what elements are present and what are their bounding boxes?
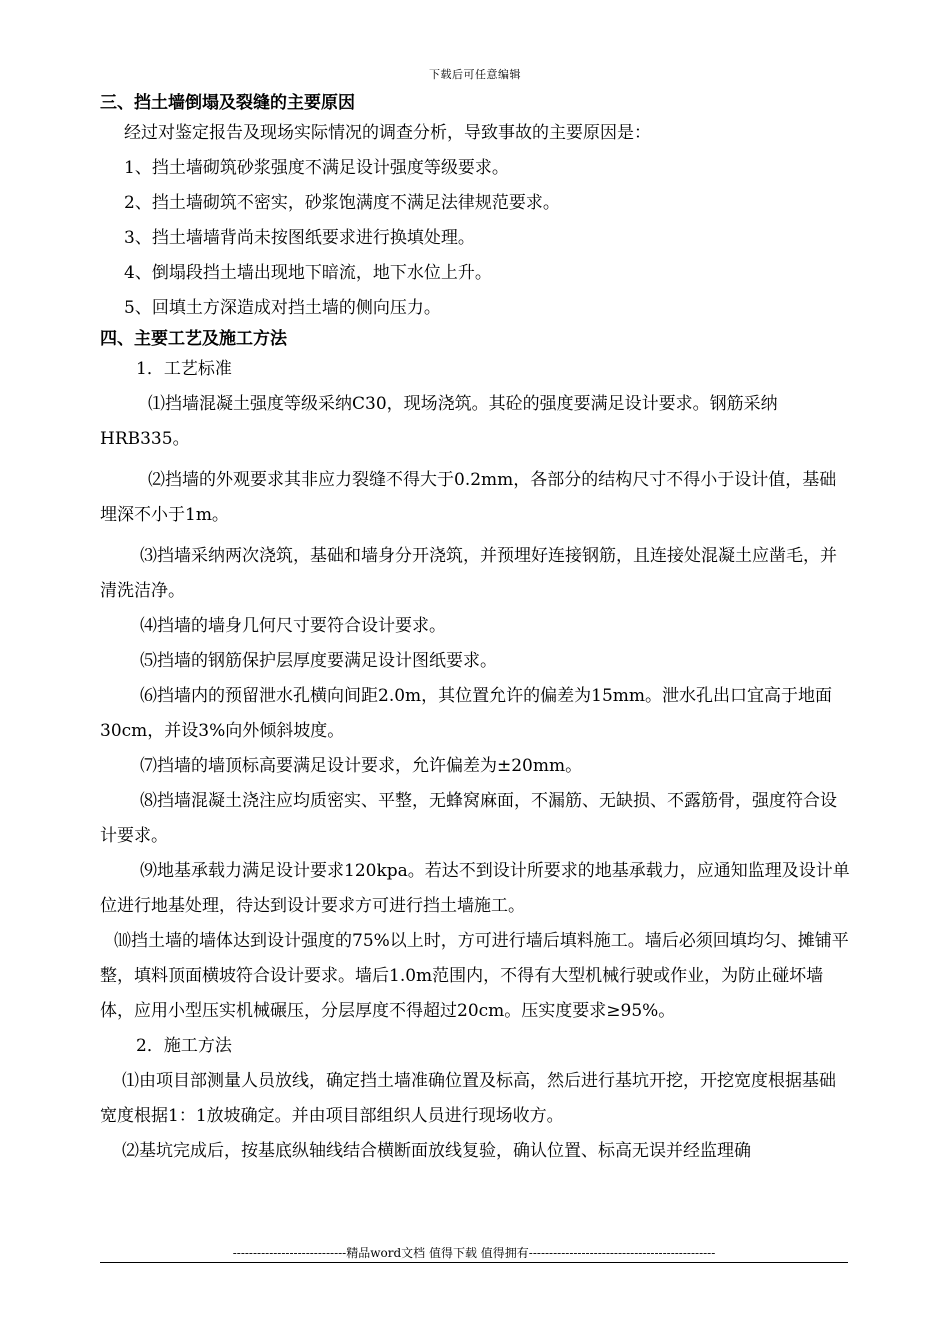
footer-rule: [100, 1262, 848, 1263]
standard-item: ⑹挡墙内的预留泄水孔横向间距2.0m，其位置允许的偏差为15mm。泄水孔出口宜高于地面30cm，并设3%向外倾斜坡度。: [100, 686, 833, 741]
section3-intro: 经过对鉴定报告及现场实际情况的调查分析，导致事故的主要原因是：: [124, 123, 651, 143]
standard-item: ⑸挡墙的钢筋保护层厚度要满足设计图纸要求。: [140, 651, 497, 671]
standard-item: ⑴挡墙混凝土强度等级采纳C30，现场浇筑。其砼的强度要满足设计要求。钢筋采纳HRB335。: [100, 394, 778, 449]
standard-item: ⑽挡土墙的墙体达到设计强度的75%以上时，方可进行墙后填料施工。墙后必须回填均匀、摊铺平整，填料顶面横坡符合设计要求。墙后1.0m范围内，不得有大型机械行驶或作业，为防止碰坏墙体，应用小型压实机械碾压，分层厚度不得超过20cm。压实度要求≥95%。: [100, 931, 849, 1021]
method-item: ⑵基坑完成后，按基底纵轴线结合横断面放线复验，确认位置、标高无误并经监理确: [122, 1141, 751, 1161]
standard-item: ⑼地基承载力满足设计要求120kpa。若达不到设计所要求的地基承载力，应通知监理及设计单位进行地基处理，待达到设计要求方可进行挡土墙施工。: [100, 861, 850, 916]
cause-item: 5、回填土方深造成对挡土墙的侧向压力。: [124, 298, 441, 318]
cause-item: 2、挡土墙砌筑不密实，砂浆饱满度不满足法律规范要求。: [124, 193, 560, 213]
cause-item: 1、挡土墙砌筑砂浆强度不满足设计强度等级要求。: [124, 158, 509, 178]
standard-item: ⑺挡墙的墙顶标高要满足设计要求，允许偏差为±20mm。: [140, 756, 583, 776]
section4-heading: 四、主要工艺及施工方法: [100, 329, 287, 349]
standard-item: ⑷挡墙的墙身几何尺寸要符合设计要求。: [140, 616, 446, 636]
document-body: [100, 90, 852, 1169]
cause-item: 4、倒塌段挡土墙出现地下暗流，地下水位上升。: [124, 263, 492, 283]
method-item: ⑴由项目部测量人员放线，确定挡土墙准确位置及标高，然后进行基坑开挖，开挖宽度根据基础宽度根据1：1放坡确定。并由项目部组织人员进行现场收方。: [100, 1071, 836, 1126]
page-footer: ----------------------------精品word文档 值得下载 值得拥有----------------------------------------------: [232, 1246, 716, 1260]
standard-item: ⑶挡墙采纳两次浇筑，基础和墙身分开浇筑，并预埋好连接钢筋，且连接处混凝土应凿毛，并清洗洁净。: [100, 546, 837, 601]
standard-item: ⑻挡墙混凝土浇注应均质密实、平整，无蜂窝麻面，不漏筋、无缺损、不露筋骨，强度符合设计要求。: [100, 791, 837, 846]
page-header: 下载后可任意编辑: [429, 68, 521, 81]
subheading-methods: 2．施工方法: [136, 1036, 232, 1056]
subheading-standards: 1．工艺标准: [136, 359, 232, 379]
section3-heading: 三、挡土墙倒塌及裂缝的主要原因: [100, 93, 355, 113]
standard-item: ⑵挡墙的外观要求其非应力裂缝不得大于0.2mm，各部分的结构尺寸不得小于设计值，基础埋深不小于1m。: [100, 470, 837, 525]
cause-item: 3、挡土墙墙背尚未按图纸要求进行换填处理。: [124, 228, 475, 248]
